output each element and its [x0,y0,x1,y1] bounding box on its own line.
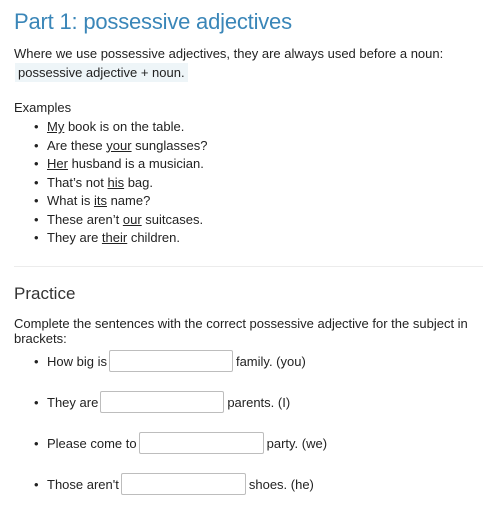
example-possessive: their [101,230,128,245]
exercise-item [34,350,306,372]
intro-text: Where we use possessive adjectives, they are always used before a noun: [14,46,444,61]
example-after: husband is a musician. [67,156,204,171]
answer-input[interactable] [100,391,224,413]
example-after: suitcases. [141,211,204,227]
answer-input[interactable] [139,432,264,454]
exercise-before: • Please come to [47,435,137,451]
example-before: They are [47,230,102,245]
answer-input[interactable] [121,473,246,495]
example-possessive: its [93,193,107,208]
exercise-before: • They are [47,394,99,410]
practice-instructions: Complete the sentences with the correct possessive adjective for the subject in brackets: [14,316,468,346]
example-after: book is on the table. [64,119,185,134]
example-before: Are these [47,137,107,153]
exercise-after: shoes. (he) [248,476,314,492]
example-after: children. [127,230,180,245]
example-possessive: My [47,119,65,134]
example-item [34,155,207,174]
example-after: name? [106,193,151,208]
answer-input[interactable] [109,350,233,372]
exercise-before: • How big is [47,353,107,369]
example-after: sunglasses? [131,137,208,153]
exercise-item [34,473,314,495]
example-before: What is [47,193,94,208]
section-divider [14,266,483,267]
example-item [34,137,207,156]
exercise-after: parents. (I) [227,394,291,410]
example-possessive: your [106,137,132,153]
section-title: Part 1: possessive adjectives [14,9,292,34]
exercise-item [34,391,290,413]
exercise-item [34,432,327,454]
examples-list [34,118,207,248]
practice-title: Practice [14,284,76,303]
intro-paragraph [14,44,479,82]
example-before: These aren’t [47,211,123,227]
example-possessive: our [122,211,142,227]
exercise-after: family. (you) [235,353,306,369]
example-possessive: Her [47,156,68,171]
example-item [34,192,207,211]
exercise-after: party. (we) [266,435,328,451]
exercise-before: • Those aren't [47,476,119,492]
example-item [34,229,207,248]
example-item [34,118,207,137]
examples-title: Examples [14,100,72,115]
example-before: That’s not [47,174,108,190]
example-item [34,174,207,193]
formula: possessive adjective + noun. [15,63,188,82]
example-after: bag. [124,174,154,190]
example-possessive: his [107,174,125,190]
example-item [34,211,207,230]
